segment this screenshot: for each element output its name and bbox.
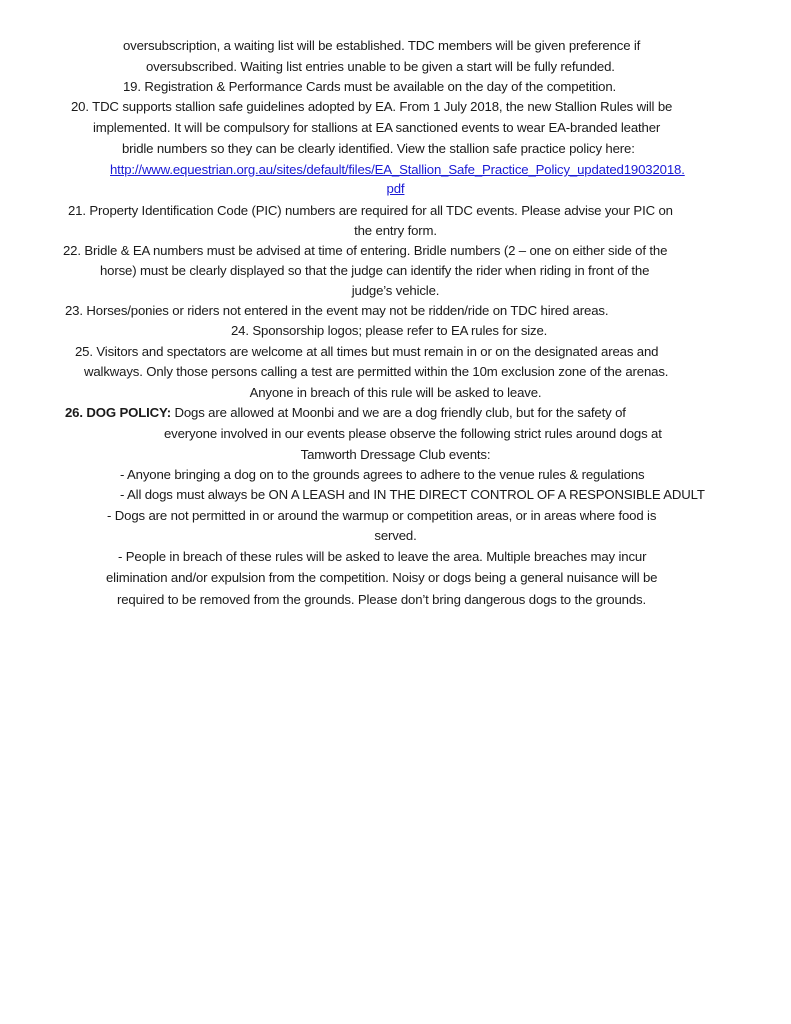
- item-18-continuation-line: oversubscription, a waiting list will be established. TDC members will be given preference if: [123, 38, 641, 53]
- item-19: 19. Registration & Performance Cards must be available on the day of the competition.: [123, 79, 617, 94]
- item-26-line: Tamworth Dressage Club events:: [300, 447, 491, 462]
- item-20-line: 20. TDC supports stallion safe guidelines adopted by EA. From 1 July 2018, the new Stallion Rules will be: [71, 99, 673, 114]
- dog-rule: - People in breach of these rules will be asked to leave the area. Multiple breaches may incur: [118, 549, 647, 564]
- item-26-line: everyone involved in our events please observe the following strict rules around dogs at: [164, 426, 662, 441]
- item-25-line: 25. Visitors and spectators are welcome at all times but must remain in or on the designated areas and: [75, 344, 659, 359]
- item-21-line: the entry form.: [354, 223, 437, 238]
- dog-rule: - Anyone bringing a dog on to the grounds agrees to adhere to the venue rules & regulations: [120, 467, 645, 482]
- item-18-continuation-line: oversubscribed. Waiting list entries unable to be given a start will be fully refunded.: [146, 59, 615, 74]
- item-26-line: [65, 405, 626, 421]
- item-22-line: 22. Bridle & EA numbers must be advised at time of entering. Bridle numbers (2 – one on either side of the: [63, 243, 668, 258]
- item-20-line: implemented. It will be compulsory for stallions at EA sanctioned events to wear EA-branded leather: [93, 120, 661, 135]
- item-21-line: 21. Property Identification Code (PIC) numbers are required for all TDC events. Please advise your PIC on: [68, 203, 673, 218]
- stallion-policy-link-continued[interactable]: pdf: [386, 181, 405, 196]
- item-25-line: Anyone in breach of this rule will be asked to leave.: [249, 385, 542, 400]
- dog-rule-continued: elimination and/or expulsion from the competition. Noisy or dogs being a general nuisance will be: [106, 570, 658, 585]
- item-24: 24. Sponsorship logos; please refer to EA rules for size.: [231, 323, 548, 338]
- item-25-line: walkways. Only those persons calling a test are permitted within the 10m exclusion zone of the arenas.: [84, 364, 669, 379]
- dog-rule: - All dogs must always be ON A LEASH and IN THE DIRECT CONTROL OF A RESPONSIBLE ADULT: [120, 487, 705, 502]
- stallion-policy-link[interactable]: http://www.equestrian.org.au/sites/default/files/EA_Stallion_Safe_Practice_Policy_updated19032018.: [110, 162, 685, 177]
- dog-policy-intro: Dogs are allowed at Moonbi and we are a dog friendly club, but for the safety of: [170, 405, 626, 420]
- item-20-line: bridle numbers so they can be clearly identified. View the stallion safe practice policy here:: [122, 141, 635, 156]
- dog-rule-continued: required to be removed from the grounds. Please don’t bring dangerous dogs to the grounds.: [117, 592, 646, 607]
- dog-rule-continued: served.: [374, 528, 417, 543]
- item-23: 23. Horses/ponies or riders not entered in the event may not be ridden/ride on TDC hired areas.: [65, 303, 609, 318]
- item-22-line: horse) must be clearly displayed so that the judge can identify the rider when riding in front of the: [100, 263, 650, 278]
- dog-policy-heading: 26. DOG POLICY:: [65, 405, 171, 420]
- dog-rule: - Dogs are not permitted in or around the warmup or competition areas, or in areas where food is: [107, 508, 657, 523]
- item-22-line: judge’s vehicle.: [351, 283, 440, 298]
